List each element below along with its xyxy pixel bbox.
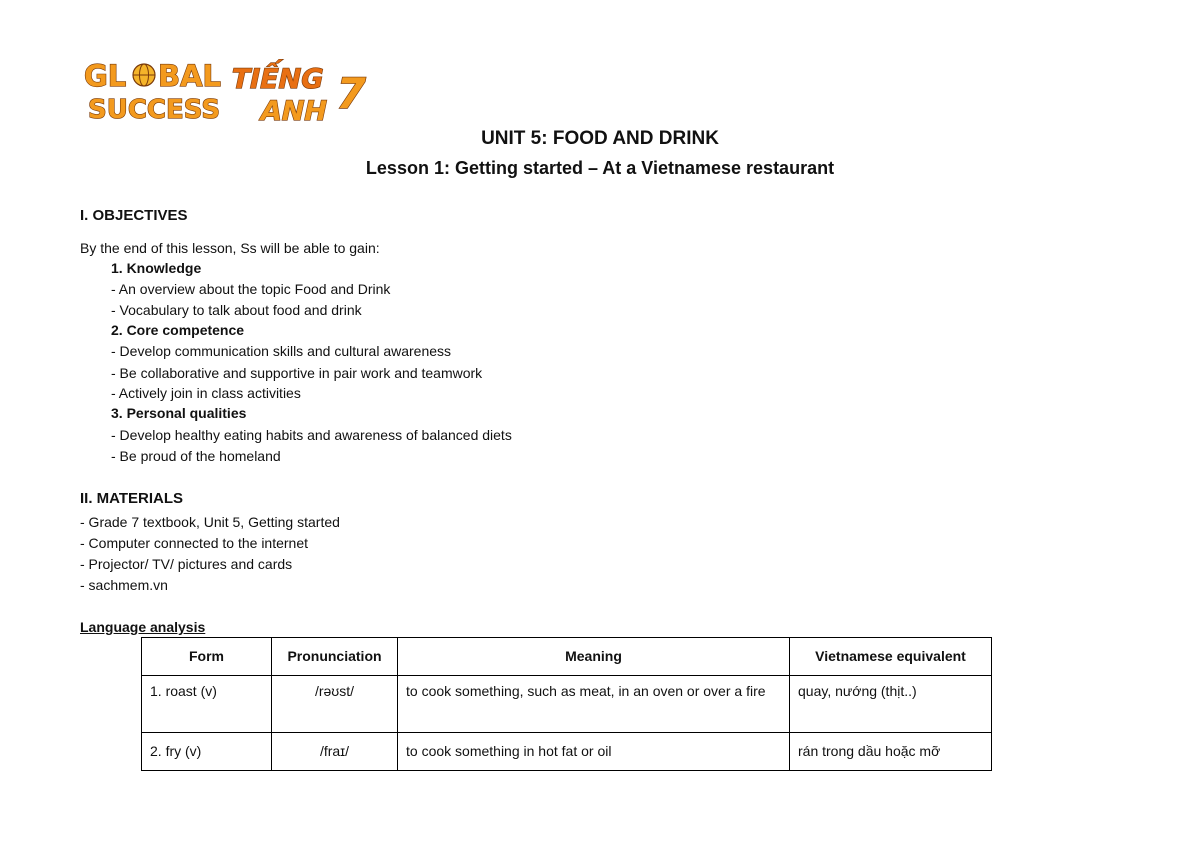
competence-heading: 2. Core competence <box>111 322 245 338</box>
qualities-item: - Be proud of the homeland <box>111 448 281 464</box>
competence-item: - Be collaborative and supportive in pair work and teamwork <box>111 365 483 381</box>
cell-meaning: to cook something, such as meat, in an oven or over a fire <box>398 676 790 733</box>
logo-artwork <box>78 54 398 126</box>
qualities-item: - Develop healthy eating habits and awareness of balanced diets <box>111 427 512 443</box>
column-header-meaning: Meaning <box>398 638 790 676</box>
knowledge-item: - Vocabulary to talk about food and drink <box>111 302 362 318</box>
lesson-title: Lesson 1: Getting started – At a Vietnamese restaurant <box>365 158 835 178</box>
svg-text:TIẾNG: TIẾNG <box>228 64 327 95</box>
materials-item: - sachmem.vn <box>80 577 168 593</box>
materials-item: - Computer connected to the internet <box>80 535 309 551</box>
materials-item: - Projector/ TV/ pictures and cards <box>80 556 293 572</box>
cell-pronunciation: /rəʊst/ <box>272 676 398 733</box>
materials-item: - Grade 7 textbook, Unit 5, Getting started <box>80 514 340 530</box>
svg-text:7: 7 <box>331 70 371 119</box>
competence-item: - Actively join in class activities <box>111 385 301 401</box>
svg-text:ANH: ANH <box>257 96 330 126</box>
cell-pronunciation: /fraɪ/ <box>272 733 398 771</box>
language-analysis-table <box>141 637 992 771</box>
column-header-form: Form <box>142 638 272 676</box>
cell-form: 1. roast (v) <box>142 676 272 733</box>
tieng-anh-7-logo <box>221 59 373 126</box>
global-success-logo <box>84 59 221 125</box>
cell-meaning: to cook something in hot fat or oil <box>398 733 790 771</box>
knowledge-heading: 1. Knowledge <box>111 260 202 276</box>
cell-vietnamese: quay, nướng (thịt..) <box>790 676 992 733</box>
page-title: UNIT 5: FOOD AND DRINK <box>481 128 719 149</box>
table-row <box>142 676 992 733</box>
materials-heading: II. MATERIALS <box>80 490 184 507</box>
svg-text:GL: GL <box>84 59 127 93</box>
logo-group <box>78 54 398 126</box>
objectives-heading: I. OBJECTIVES <box>80 207 188 224</box>
svg-text:SUCCESS: SUCCESS <box>88 95 221 125</box>
competence-item: - Develop communication skills and cultural awareness <box>111 343 452 359</box>
column-header-pronunciation: Pronunciation <box>272 638 398 676</box>
objectives-intro: By the end of this lesson, Ss will be able to gain: <box>80 240 380 256</box>
table-header-row <box>142 638 992 676</box>
column-header-vietnamese: Vietnamese equivalent <box>790 638 992 676</box>
cell-form: 2. fry (v) <box>142 733 272 771</box>
qualities-heading: 3. Personal qualities <box>111 405 247 421</box>
svg-text:BAL: BAL <box>158 59 222 93</box>
knowledge-item: - An overview about the topic Food and Drink <box>111 281 391 297</box>
table-row <box>142 733 992 771</box>
cell-vietnamese: rán trong dầu hoặc mỡ <box>790 733 992 771</box>
language-analysis-heading: Language analysis <box>80 619 206 635</box>
